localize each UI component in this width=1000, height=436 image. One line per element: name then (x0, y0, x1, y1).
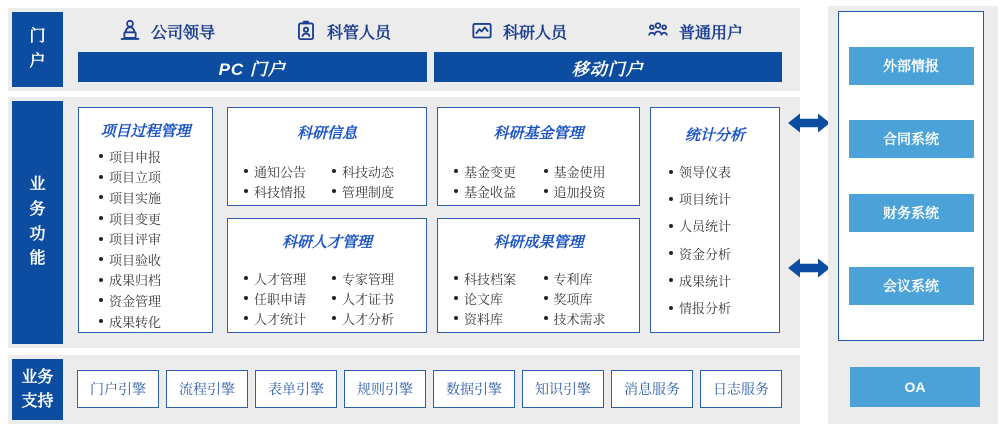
box-talent-mgmt (227, 218, 427, 333)
bullet-icon (454, 316, 458, 320)
mobile-portal-label: 移动门户 (571, 59, 644, 79)
support-side-label (12, 359, 63, 420)
external-systems-panel (828, 6, 998, 424)
user-type-general-user (645, 18, 743, 44)
bullet-icon (99, 216, 103, 220)
feature-item (99, 208, 208, 229)
bullet-icon (244, 316, 248, 320)
bullet-icon (99, 319, 103, 323)
feature-label: 人才证书 (342, 291, 395, 307)
bullet-icon (244, 169, 248, 173)
engines-row (77, 370, 782, 408)
bullet-icon (669, 251, 673, 255)
bullet-icon (332, 316, 336, 320)
pc-portal-label: PC 门户 (218, 59, 286, 79)
user-types-row (78, 14, 782, 48)
feature-item (669, 240, 775, 267)
feature-label: 专利库 (553, 271, 593, 287)
feature-item (244, 181, 332, 201)
feature-label: 项目验收 (109, 252, 162, 268)
box-stats-analysis (650, 107, 780, 333)
feature-label: 基金收益 (464, 184, 517, 200)
support-side-label-text: 业务支持 (21, 369, 54, 410)
feature-label: 基金变更 (464, 164, 517, 180)
bullet-icon (99, 154, 103, 158)
group-icon (645, 18, 671, 44)
feature-item (99, 270, 208, 291)
user-type-label: 公司领导 (150, 24, 215, 42)
user-type-label: 科研人员 (502, 24, 567, 42)
bullet-icon (669, 278, 673, 282)
feature-label: 资金分析 (679, 246, 732, 262)
feature-label: 人才分析 (342, 311, 395, 327)
feature-item (99, 290, 208, 311)
feature-item (669, 294, 775, 321)
bullet-icon (244, 276, 248, 280)
business-support-section (8, 355, 800, 424)
feature-label: 资料库 (464, 311, 504, 327)
user-type-sci-manager (293, 18, 391, 44)
feature-item (99, 167, 208, 188)
feature-list (228, 268, 426, 328)
feature-label: 项目评审 (109, 232, 162, 248)
system-contract: 合同系统 (849, 120, 974, 158)
double-arrow-icon (788, 255, 830, 281)
engine-rule: 规则引擎 (344, 370, 426, 408)
user-type-company-leader (117, 18, 215, 44)
feature-label: 成果统计 (679, 273, 732, 289)
feature-label: 项目申报 (109, 149, 162, 165)
box-title: 统计分析 (684, 127, 745, 144)
bullet-icon (99, 195, 103, 199)
monitor-icon (469, 18, 495, 44)
bullet-icon (669, 170, 673, 174)
feature-item (454, 181, 544, 201)
feature-item (669, 212, 775, 239)
bullet-icon (99, 175, 103, 179)
bullet-icon (544, 316, 548, 320)
feature-label: 项目立项 (109, 170, 162, 186)
feature-item (669, 158, 775, 185)
box-title: 科研人才管理 (281, 234, 372, 251)
feature-label: 任职申请 (254, 291, 307, 307)
box-title: 科研信息 (296, 125, 357, 142)
feature-item (669, 267, 775, 294)
system-meeting: 会议系统 (849, 267, 974, 305)
feature-item (244, 161, 332, 181)
bullet-icon (544, 296, 548, 300)
business-side-label (12, 101, 63, 344)
feature-list (228, 161, 426, 201)
feature-label: 通知公告 (254, 164, 307, 180)
badge-icon (293, 18, 319, 44)
feature-label: 人才统计 (254, 311, 307, 327)
feature-item (544, 308, 634, 328)
system-external-intel: 外部情报 (849, 47, 974, 85)
feature-label: 项目实施 (109, 190, 162, 206)
feature-item (544, 161, 634, 181)
engine-data: 数据引擎 (433, 370, 515, 408)
system-oa: OA (850, 367, 980, 407)
feature-label: 管理制度 (342, 184, 395, 200)
box-title: 项目过程管理 (100, 123, 191, 140)
box-fund-mgmt (437, 107, 640, 206)
feature-item (244, 288, 332, 308)
feature-label: 追加投资 (553, 184, 606, 200)
external-systems-box (838, 11, 984, 341)
system-finance: 财务系统 (849, 194, 974, 232)
bullet-icon (244, 189, 248, 193)
box-project-process-mgmt (78, 107, 213, 333)
bullet-icon (99, 278, 103, 282)
user-type-label: 普通用户 (678, 24, 743, 42)
bullet-icon (99, 237, 103, 241)
feature-item (99, 249, 208, 270)
bullet-icon (544, 169, 548, 173)
double-arrow-icon (788, 110, 830, 136)
feature-label: 科技情报 (254, 184, 307, 200)
feature-list (79, 146, 212, 331)
feature-label: 技术需求 (553, 311, 606, 327)
feature-label: 人员统计 (679, 219, 732, 235)
feature-label: 科技档案 (464, 271, 517, 287)
business-side-label-text: 业务功能 (29, 175, 46, 268)
feature-label: 成果归档 (109, 273, 162, 289)
bullet-icon (332, 296, 336, 300)
feature-item (99, 311, 208, 332)
feature-label: 科技动态 (342, 164, 395, 180)
feature-item (454, 268, 544, 288)
bullet-icon (454, 296, 458, 300)
box-title: 科研成果管理 (493, 234, 584, 251)
feature-label: 基金使用 (553, 164, 606, 180)
bullet-icon (332, 169, 336, 173)
bullet-icon (99, 257, 103, 261)
portal-side-label (12, 12, 63, 87)
mobile-portal-bar (434, 52, 783, 82)
bullet-icon (669, 306, 673, 310)
feature-item (544, 288, 634, 308)
bullet-icon (332, 276, 336, 280)
feature-item (332, 181, 420, 201)
feature-item (332, 308, 420, 328)
feature-list (438, 268, 639, 328)
feature-item (454, 288, 544, 308)
portal-side-label-text: 门户 (29, 27, 46, 70)
bullet-icon (454, 189, 458, 193)
engine-portal: 门户引擎 (77, 370, 159, 408)
bullet-icon (669, 197, 673, 201)
feature-label: 资金管理 (109, 293, 162, 309)
box-title: 科研基金管理 (493, 125, 584, 142)
feature-item (99, 146, 208, 167)
engine-form: 表单引擎 (255, 370, 337, 408)
leader-icon (117, 18, 143, 44)
feature-item (454, 161, 544, 181)
feature-label: 奖项库 (553, 291, 593, 307)
user-type-researcher (469, 18, 567, 44)
feature-label: 人才管理 (254, 271, 307, 287)
bullet-icon (669, 224, 673, 228)
service-log: 日志服务 (700, 370, 782, 408)
feature-label: 领导仪表 (679, 165, 732, 181)
engine-knowledge: 知识引擎 (522, 370, 604, 408)
bullet-icon (99, 298, 103, 302)
bullet-icon (544, 189, 548, 193)
box-research-info (227, 107, 427, 206)
feature-item (244, 268, 332, 288)
engine-workflow: 流程引擎 (166, 370, 248, 408)
feature-item (332, 288, 420, 308)
bullet-icon (454, 276, 458, 280)
service-message: 消息服务 (611, 370, 693, 408)
feature-item (332, 161, 420, 181)
feature-label: 项目变更 (109, 211, 162, 227)
feature-list (651, 158, 779, 321)
feature-label: 成果转化 (109, 314, 162, 330)
feature-label: 项目统计 (679, 192, 732, 208)
pc-portal-bar (78, 52, 427, 82)
feature-label: 情报分析 (679, 301, 732, 317)
bullet-icon (544, 276, 548, 280)
feature-item (454, 308, 544, 328)
business-functions-section (8, 97, 800, 348)
feature-item (544, 268, 634, 288)
feature-item (99, 228, 208, 249)
portal-section (8, 8, 800, 91)
bullet-icon (244, 296, 248, 300)
portal-bars-row (78, 52, 782, 82)
feature-item (544, 181, 634, 201)
feature-item (332, 268, 420, 288)
feature-label: 专家管理 (342, 271, 395, 287)
feature-item (99, 187, 208, 208)
bullet-icon (332, 189, 336, 193)
feature-item (244, 308, 332, 328)
feature-label: 论文库 (464, 291, 504, 307)
box-achievement-mgmt (437, 218, 640, 333)
feature-list (438, 161, 639, 201)
bullet-icon (454, 169, 458, 173)
feature-item (669, 185, 775, 212)
portal-content (78, 14, 782, 82)
user-type-label: 科管人员 (326, 24, 391, 42)
